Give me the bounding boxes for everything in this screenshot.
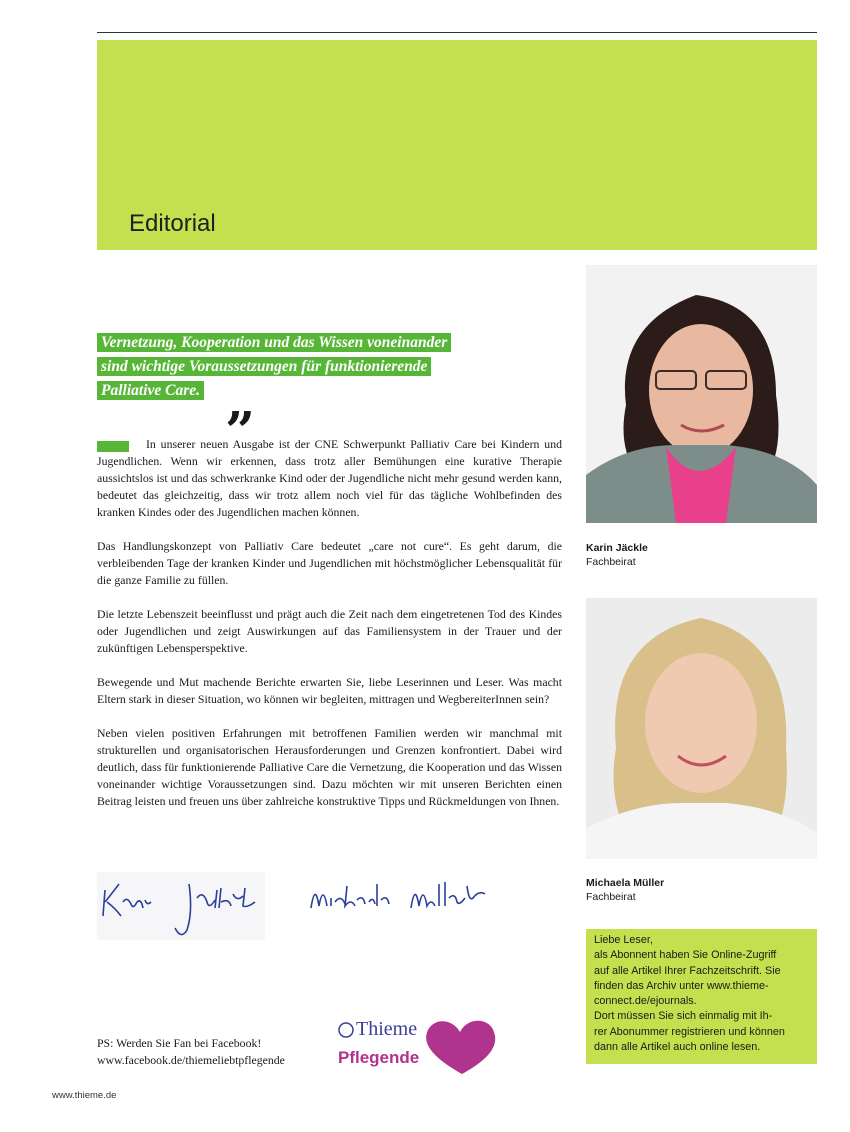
- top-rule: [97, 32, 817, 33]
- ps-facebook-text: PS: Werden Sie Fan bei Facebook!: [97, 1036, 262, 1050]
- logo-subtitle: Pflegende: [338, 1048, 420, 1067]
- info-line: auf alle Artikel Ihrer Fachzeitschrift. Sie: [594, 964, 781, 977]
- article-paragraph: Bewegende und Mut machende Berichte erwarten Sie, liebe Leserinnen und Leser. Was macht Eltern stark in dieser Situation, wo können wir begleiten, mittragen und WegbereiterInnen sein?: [97, 675, 562, 706]
- author-photo-michaela: [586, 598, 817, 859]
- author-name: Karin Jäckle: [586, 542, 648, 554]
- article-paragraph: In unserer neuen Ausgabe ist der CNE Schwerpunkt Palliativ Care bei Kindern und Jugendlichen. Wenn wir erkennen, dass trotz aller Bemühungen eine kurative Therapie aussichtslos ist und das schwerkranke Kind oder der Jugendliche nicht mehr gesund werden kann, bedeutet das gleichzeitig, dass wir trotz allem noch viel für das tägliche Wohlbefinden des kranken Kindes oder des Jugendlichen machen können.: [97, 437, 562, 519]
- author-name: Michaela Müller: [586, 877, 665, 889]
- quote-mark-icon: „: [226, 371, 256, 432]
- pull-quote-line: Vernetzung, Kooperation und das Wissen voneinander: [97, 333, 451, 352]
- portrait-image: [586, 598, 817, 859]
- article-body: [97, 436, 562, 827]
- signatures: [97, 872, 517, 942]
- thieme-pflegende-logo: [334, 1012, 500, 1078]
- author-caption: [586, 876, 664, 904]
- subscriber-info-box: [586, 929, 817, 1064]
- info-line: Dort müssen Sie sich einmalig mit Ih-: [594, 1010, 773, 1023]
- signature-michaela-mueller: [307, 872, 497, 922]
- footer-url[interactable]: www.thieme.de: [52, 1090, 117, 1101]
- editorial-banner: [97, 40, 817, 250]
- info-line: als Abonnent haben Sie Online-Zugriff: [594, 949, 777, 962]
- ps-note: [97, 1035, 285, 1069]
- info-line: Liebe Leser,: [594, 934, 653, 946]
- info-line: rer Abonummer registrieren und können: [594, 1025, 785, 1038]
- info-line: dann alle Artikel auch online lesen.: [594, 1041, 761, 1054]
- page-title: Editorial: [129, 210, 216, 237]
- info-line: finden das Archiv unter www.thieme-: [594, 979, 769, 992]
- article-paragraph: Die letzte Lebenszeit beeinflusst und prägt auch die Zeit nach dem eingetretenen Tod des Kindes oder Jugendlichen und zeigt Auswirkungen auf das Familiensystem in der Trauer und der zukünftigen Lebensperspektive.: [97, 607, 562, 655]
- pull-quote-line: sind wichtige Voraussetzungen für funktionierende: [97, 357, 431, 376]
- article-paragraph: Neben vielen positiven Erfahrungen mit betroffenen Familien werden wir manchmal mit strukturellen und organisatorischen Herausforderungen und Grenzen konfrontiert. Dabei wird deutlich, dass für funktionierende Palliative Care die Vernetzung, die Kooperation und das Wissen voneinander wichtige Voraussetzungen sind. Dazu möchten wir mit unseren Berichten einen Beitrag leisten und freuen uns über zahlreiche konstruktive Tipps und Rückmeldungen von Ihnen.: [97, 726, 562, 808]
- pull-quote: [97, 331, 557, 403]
- facebook-link[interactable]: www.facebook.de/thiemeliebtpflegende: [97, 1053, 285, 1067]
- pull-quote-line: Palliative Care.: [97, 381, 204, 400]
- info-line: connect.de/ejournals.: [594, 995, 697, 1008]
- author-photo-karin: [586, 265, 817, 523]
- author-caption: [586, 541, 648, 569]
- portrait-image: [586, 265, 817, 523]
- author-role: Fachbeirat: [586, 891, 636, 903]
- author-role: Fachbeirat: [586, 556, 636, 568]
- logo-brand: Thieme: [356, 1018, 418, 1040]
- article-paragraph: Das Handlungskonzept von Palliativ Care bedeutet „care not cure“. Es geht darum, die verbleibenden Tage der kranken Kinder und Jugendlichen mit höchstmöglicher Lebensqualität für die ganze Familie zu füllen.: [97, 539, 562, 587]
- signature-karin-jaeckle: [97, 872, 265, 940]
